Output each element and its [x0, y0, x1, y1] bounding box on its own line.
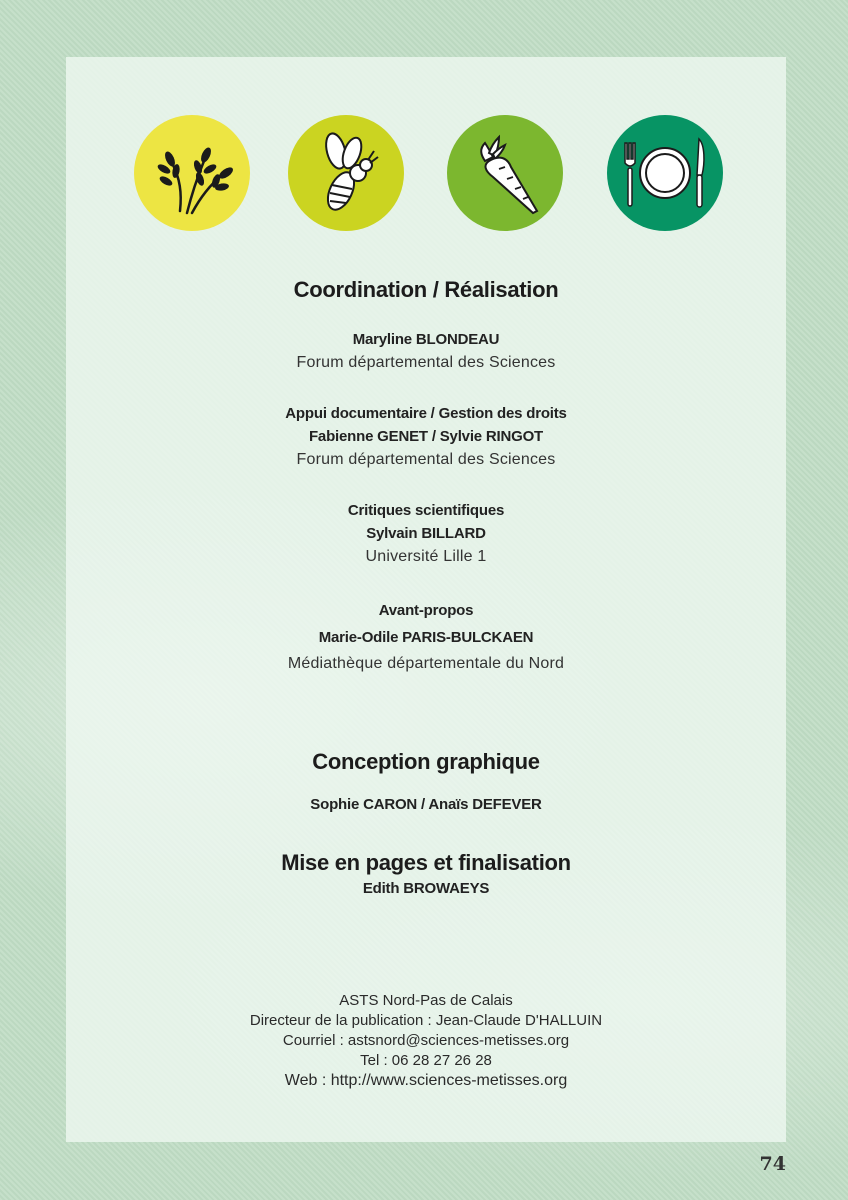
appui-role: Appui documentaire / Gestion des droits [285, 405, 567, 422]
publisher-footer [66, 991, 786, 1091]
wheat-icon [134, 115, 250, 231]
page-number: 74 [759, 1153, 786, 1175]
coordination-name: Maryline BLONDEAU [352, 331, 500, 348]
avant-propos-org: Médiathèque départementale du Nord [287, 655, 565, 672]
conception-heading: Conception graphique [312, 749, 540, 774]
footer-director: Directeur de la publication : Jean-Claude D'HALLUIN [249, 1012, 603, 1029]
mise-en-pages-section [66, 850, 786, 897]
footer-web: Web : http://www.sciences-metisses.org [284, 1072, 568, 1089]
coordination-section [66, 277, 786, 303]
footer-email: Courriel : astsnord@sciences-metisses.org [282, 1032, 570, 1049]
footer-tel: Tel : 06 28 27 26 28 [360, 1052, 492, 1069]
avant-propos-name: Marie-Odile PARIS-BULCKAEN [318, 629, 534, 646]
mise-en-pages-heading: Mise en pages et finalisation [281, 850, 571, 875]
critiques-role: Critiques scientifiques [347, 502, 505, 519]
critiques-name: Sylvain BILLARD [366, 525, 486, 542]
coordination-credit [66, 331, 786, 372]
conception-section [66, 749, 786, 813]
appui-org: Forum départemental des Sciences [296, 451, 556, 468]
bee-icon [288, 115, 404, 231]
mise-en-pages-name: Edith BROWAEYS [362, 880, 490, 897]
conception-names: Sophie CARON / Anaïs DEFEVER [310, 796, 542, 813]
plate-cutlery-icon [607, 115, 723, 231]
critiques-section [66, 502, 786, 566]
content-panel [66, 57, 786, 1142]
coordination-heading: Coordination / Réalisation [293, 277, 559, 302]
critiques-org: Université Lille 1 [365, 548, 487, 565]
carrot-icon [447, 115, 563, 231]
appui-names: Fabienne GENET / Sylvie RINGOT [308, 428, 544, 445]
avant-propos-section [66, 602, 786, 673]
coordination-org: Forum départemental des Sciences [296, 354, 556, 371]
icon-row [66, 115, 786, 235]
footer-org: ASTS Nord-Pas de Calais [339, 992, 513, 1009]
appui-section [66, 405, 786, 469]
avant-propos-role: Avant-propos [378, 602, 474, 619]
